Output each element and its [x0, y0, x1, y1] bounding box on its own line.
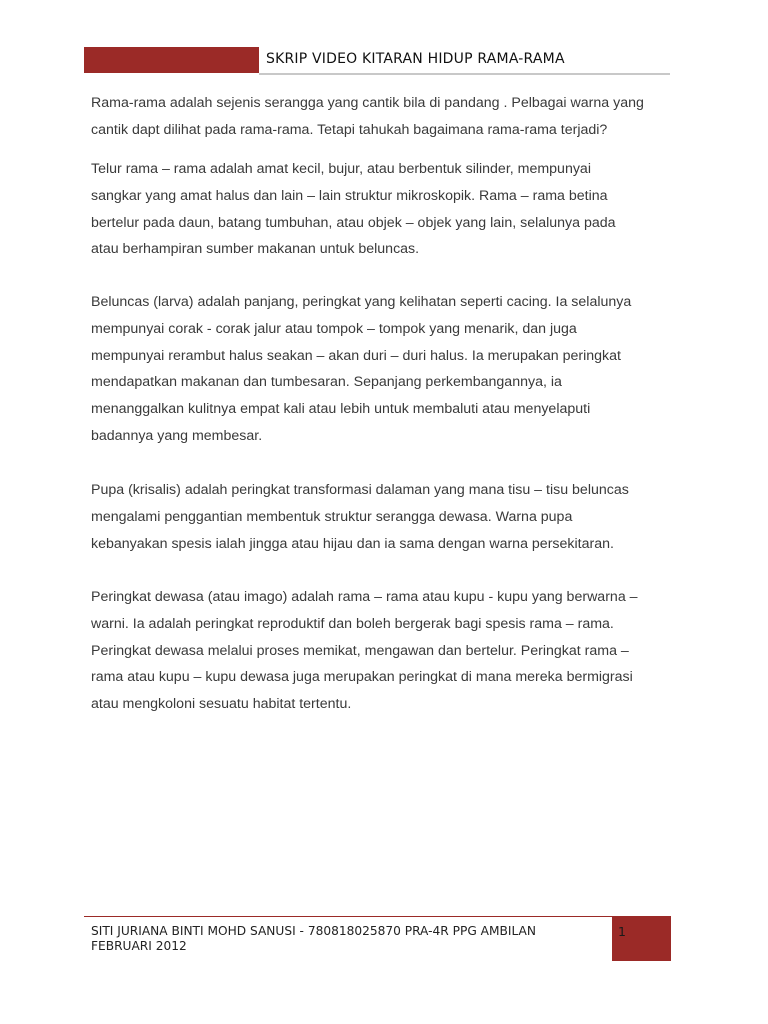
text-line: Rama-rama adalah sejenis serangga yang cantik bila di pandang . Pelbagai warna yang	[91, 95, 644, 111]
header-accent-bar	[84, 47, 259, 73]
text-line: mengalami penggantian membentuk struktur serangga dewasa. Warna pupa	[91, 508, 573, 525]
footer-line-2: FEBRUARI 2012	[91, 939, 187, 953]
footer-rule	[84, 916, 612, 917]
text-line: atau mengkoloni sesuatu habitat tertentu.	[91, 696, 352, 713]
text-line: mempunyai rerambut halus seakan – akan duri – duri halus. Ia merupakan peringkat	[91, 347, 621, 364]
text-line: Peringkat dewasa (atau imago) adalah rama – rama atau kupu - kupu yang berwarna –	[91, 589, 638, 605]
text-line: rama atau kupu – kupu dewasa juga merupakan peringkat di mana mereka bermigrasi	[91, 669, 633, 686]
text-line: Beluncas (larva) adalah panjang, peringkat yang kelihatan seperti cacing. Ia selalunya	[91, 294, 632, 310]
text-line: mempunyai corak - corak jalur atau tompok – tompok yang menarik, dan juga	[91, 320, 577, 337]
text-line: Peringkat dewasa melalui proses memikat, mengawan dan bertelur. Peringkat rama –	[91, 642, 629, 659]
text-line: kebanyakan spesis ialah jingga atau hijau dan ia sama dengan warna persekitaran.	[91, 535, 614, 552]
text-line: cantik dapt dilihat pada rama-rama. Tetapi tahukah bagaimana rama-rama terjadi?	[91, 121, 608, 138]
text-line: menanggalkan kulitnya empat kali atau lebih untuk membaluti atau menyelaputi	[91, 401, 591, 418]
text-line: Telur rama – rama adalah amat kecil, bujur, atau berbentuk silinder, mempunyai	[91, 161, 591, 177]
page-number: 1	[618, 924, 626, 939]
text-line: mendapatkan makanan dan tumbesaran. Sepanjang perkembangannya, ia	[91, 374, 562, 391]
page-number-box	[612, 916, 671, 961]
text-line: bertelur pada daun, batang tumbuhan, atau objek – objek yang lain, selalunya pada	[91, 214, 616, 231]
paragraph-egg	[91, 156, 681, 263]
text-line: badannya yang membesar.	[91, 427, 263, 444]
footer-line-1: SITI JURIANA BINTI MOHD SANUSI - 780818025870 PRA-4R PPG AMBILAN	[91, 924, 536, 938]
paragraph-intro	[91, 90, 681, 144]
text-line: Pupa (krisalis) adalah peringkat transformasi dalaman yang mana tisu – tisu beluncas	[91, 482, 629, 498]
header-rule	[259, 73, 670, 75]
text-line: sangkar yang amat halus dan lain – lain struktur mikroskopik. Rama – rama betina	[91, 187, 608, 204]
text-line: warni. Ia adalah peringkat reproduktif dan boleh bergerak bagi spesis rama – rama.	[91, 615, 614, 632]
paragraph-adult	[91, 584, 681, 718]
paragraph-larva	[91, 289, 681, 450]
document-title: SKRIP VIDEO KITARAN HIDUP RAMA-RAMA	[266, 51, 565, 67]
paragraph-pupa	[91, 477, 681, 557]
text-line: atau berhampiran sumber makanan untuk beluncas.	[91, 241, 420, 258]
footer-author-info	[91, 924, 611, 954]
